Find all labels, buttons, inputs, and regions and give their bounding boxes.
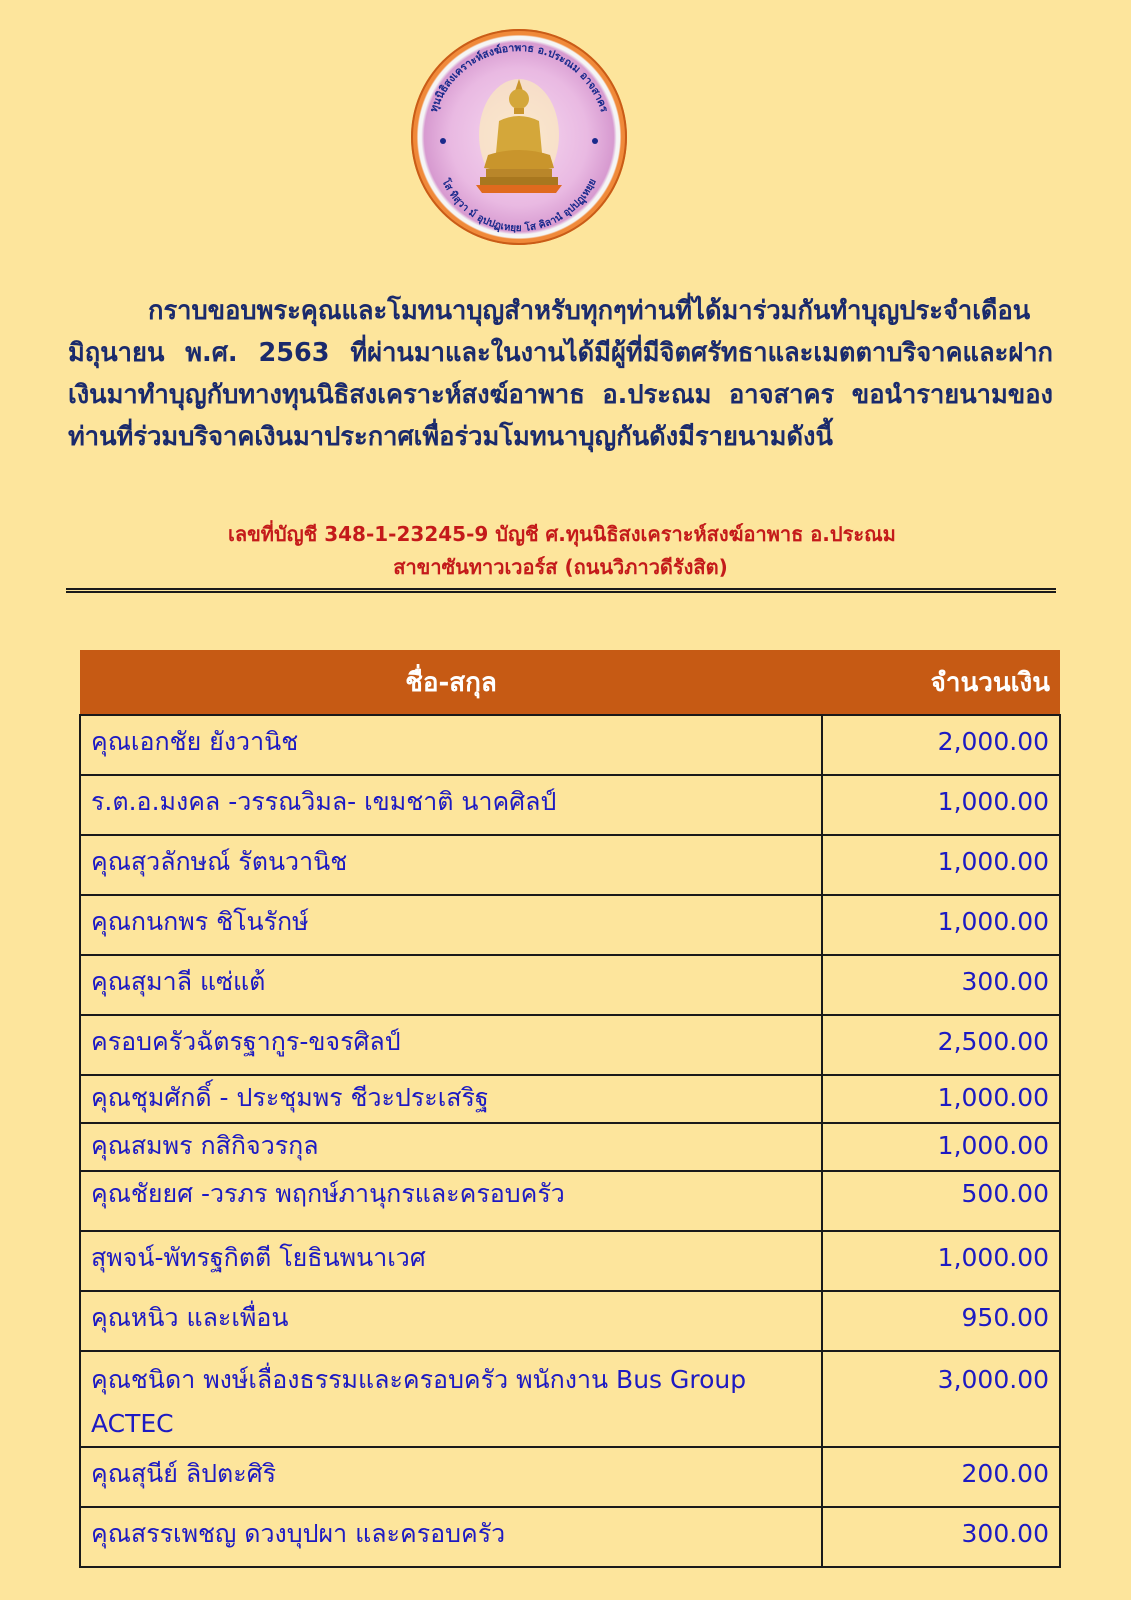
intro-paragraph: กราบขอบพระคุณและโมทนาบุญสำหรับทุกๆท่านที่ได้มาร่วมกันทำบุญประจำเดือน มิถุนายน พ.ศ. 2563 ที่ผ่านมาและในงานได้มีผู้ที่มีจิตศรัทธาและเมตตาบริจาคและฝากเงินมาทำบุญกับทางทุนนิธิสงเคราะห์สงฆ์อาพาธ อ.ประณม อาจสาคร ขอนำรายนามของท่านที่ร่วมบริจาคเงินมาประกาศเพื่อร่วมโมทนาบุญกันดังมีรายนามดังนี้: [68, 296, 1053, 452]
donor-name: คุณหนิว และเพื่อน: [80, 1291, 822, 1351]
table-row: [80, 1231, 1060, 1291]
donor-name: ร.ต.อ.มงคล -วรรณวิมล- เขมชาติ นาคศิลป์: [80, 775, 822, 835]
donor-name: คุณชุมศักดิ์ - ประชุมพร ชีวะประเสริฐ: [80, 1075, 822, 1123]
table-row: [80, 1171, 1060, 1231]
donor-name: คุณสุวลักษณ์ รัตนวานิช: [80, 835, 822, 895]
donor-name: คุณกนกพร ชิโนรักษ์: [80, 895, 822, 955]
double-divider: [66, 588, 1056, 593]
table-row: [80, 1015, 1060, 1075]
donor-name: คุณสุมาลี แซ่แต้: [80, 955, 822, 1015]
header-amount: จำนวนเงิน: [822, 650, 1060, 715]
bank-account-line-2: สาขาซันทาวเวอร์ส (ถนนวิภาวดีรังสิต): [393, 555, 728, 579]
donor-amount: 3,000.00: [822, 1351, 1060, 1447]
logo-ring-bottom-text: โส ทิสุวา ม์ อุปปฏฺเหยฺย โส คิลานํ อุปปฏฺเหยฺย: [439, 177, 599, 235]
donor-amount: 1,000.00: [822, 1075, 1060, 1123]
donor-amount: 300.00: [822, 955, 1060, 1015]
table-row: [80, 835, 1060, 895]
header-name: ชื่อ-สกุล: [80, 650, 822, 715]
donor-name: คุณสมพร กสิกิจวรกุล: [80, 1123, 822, 1171]
donor-amount: 200.00: [822, 1447, 1060, 1507]
bank-account-line-1: เลขที่บัญชี 348-1-23245-9 บัญชี ศ.ทุนนิธิสงเคราะห์สงฆ์อาพาธ อ.ประณม: [228, 522, 896, 546]
table-row: [80, 1351, 1060, 1447]
donor-name: สุพจน์-พัทรฐกิตตี โยธินพนาเวศ: [80, 1231, 822, 1291]
donor-amount: 1,000.00: [822, 775, 1060, 835]
donor-amount: 1,000.00: [822, 895, 1060, 955]
logo-ring-top-text: ทุนนิธิสงเคราะห์สงฆ์อาพาธ อ.ประณม อาจสาคร: [427, 41, 611, 114]
table-row: [80, 775, 1060, 835]
table-row: [80, 895, 1060, 955]
donor-amount: 2,500.00: [822, 1015, 1060, 1075]
table-row: [80, 1507, 1060, 1567]
donor-amount: 1,000.00: [822, 1123, 1060, 1171]
donor-name: คุณชัยยศ -วรภร พฤกษ์ภานุกรและครอบครัว: [80, 1171, 822, 1231]
donor-amount: 950.00: [822, 1291, 1060, 1351]
table-row: [80, 1123, 1060, 1171]
donor-amount: 2,000.00: [822, 715, 1060, 775]
table-row: [80, 955, 1060, 1015]
buddha-icon: [474, 73, 564, 198]
donor-name: คุณสรรเพชญ ดวงบุปผา และครอบครัว: [80, 1507, 822, 1567]
table-row: [80, 1291, 1060, 1351]
donor-amount: 500.00: [822, 1171, 1060, 1231]
donor-name: คุณสุนีย์ ลิปตะศิริ: [80, 1447, 822, 1507]
donor-amount: 300.00: [822, 1507, 1060, 1567]
table-row: [80, 1075, 1060, 1123]
donor-name: ครอบครัวฉัตรฐากูร-ขจรศิลป์: [80, 1015, 822, 1075]
foundation-logo: [411, 29, 627, 245]
donor-table: [79, 650, 1061, 1568]
donor-amount: 1,000.00: [822, 1231, 1060, 1291]
donor-name: คุณเอกชัย ยังวานิช: [80, 715, 822, 775]
donor-amount: 1,000.00: [822, 835, 1060, 895]
table-row: [80, 1447, 1060, 1507]
donor-name: คุณชนิดา พงษ์เลื่องธรรมและครอบครัว พนักงาน Bus Group ACTEC: [80, 1351, 822, 1447]
table-row: [80, 715, 1060, 775]
table-header-row: [80, 650, 1060, 715]
bank-account-info: [68, 518, 1053, 584]
